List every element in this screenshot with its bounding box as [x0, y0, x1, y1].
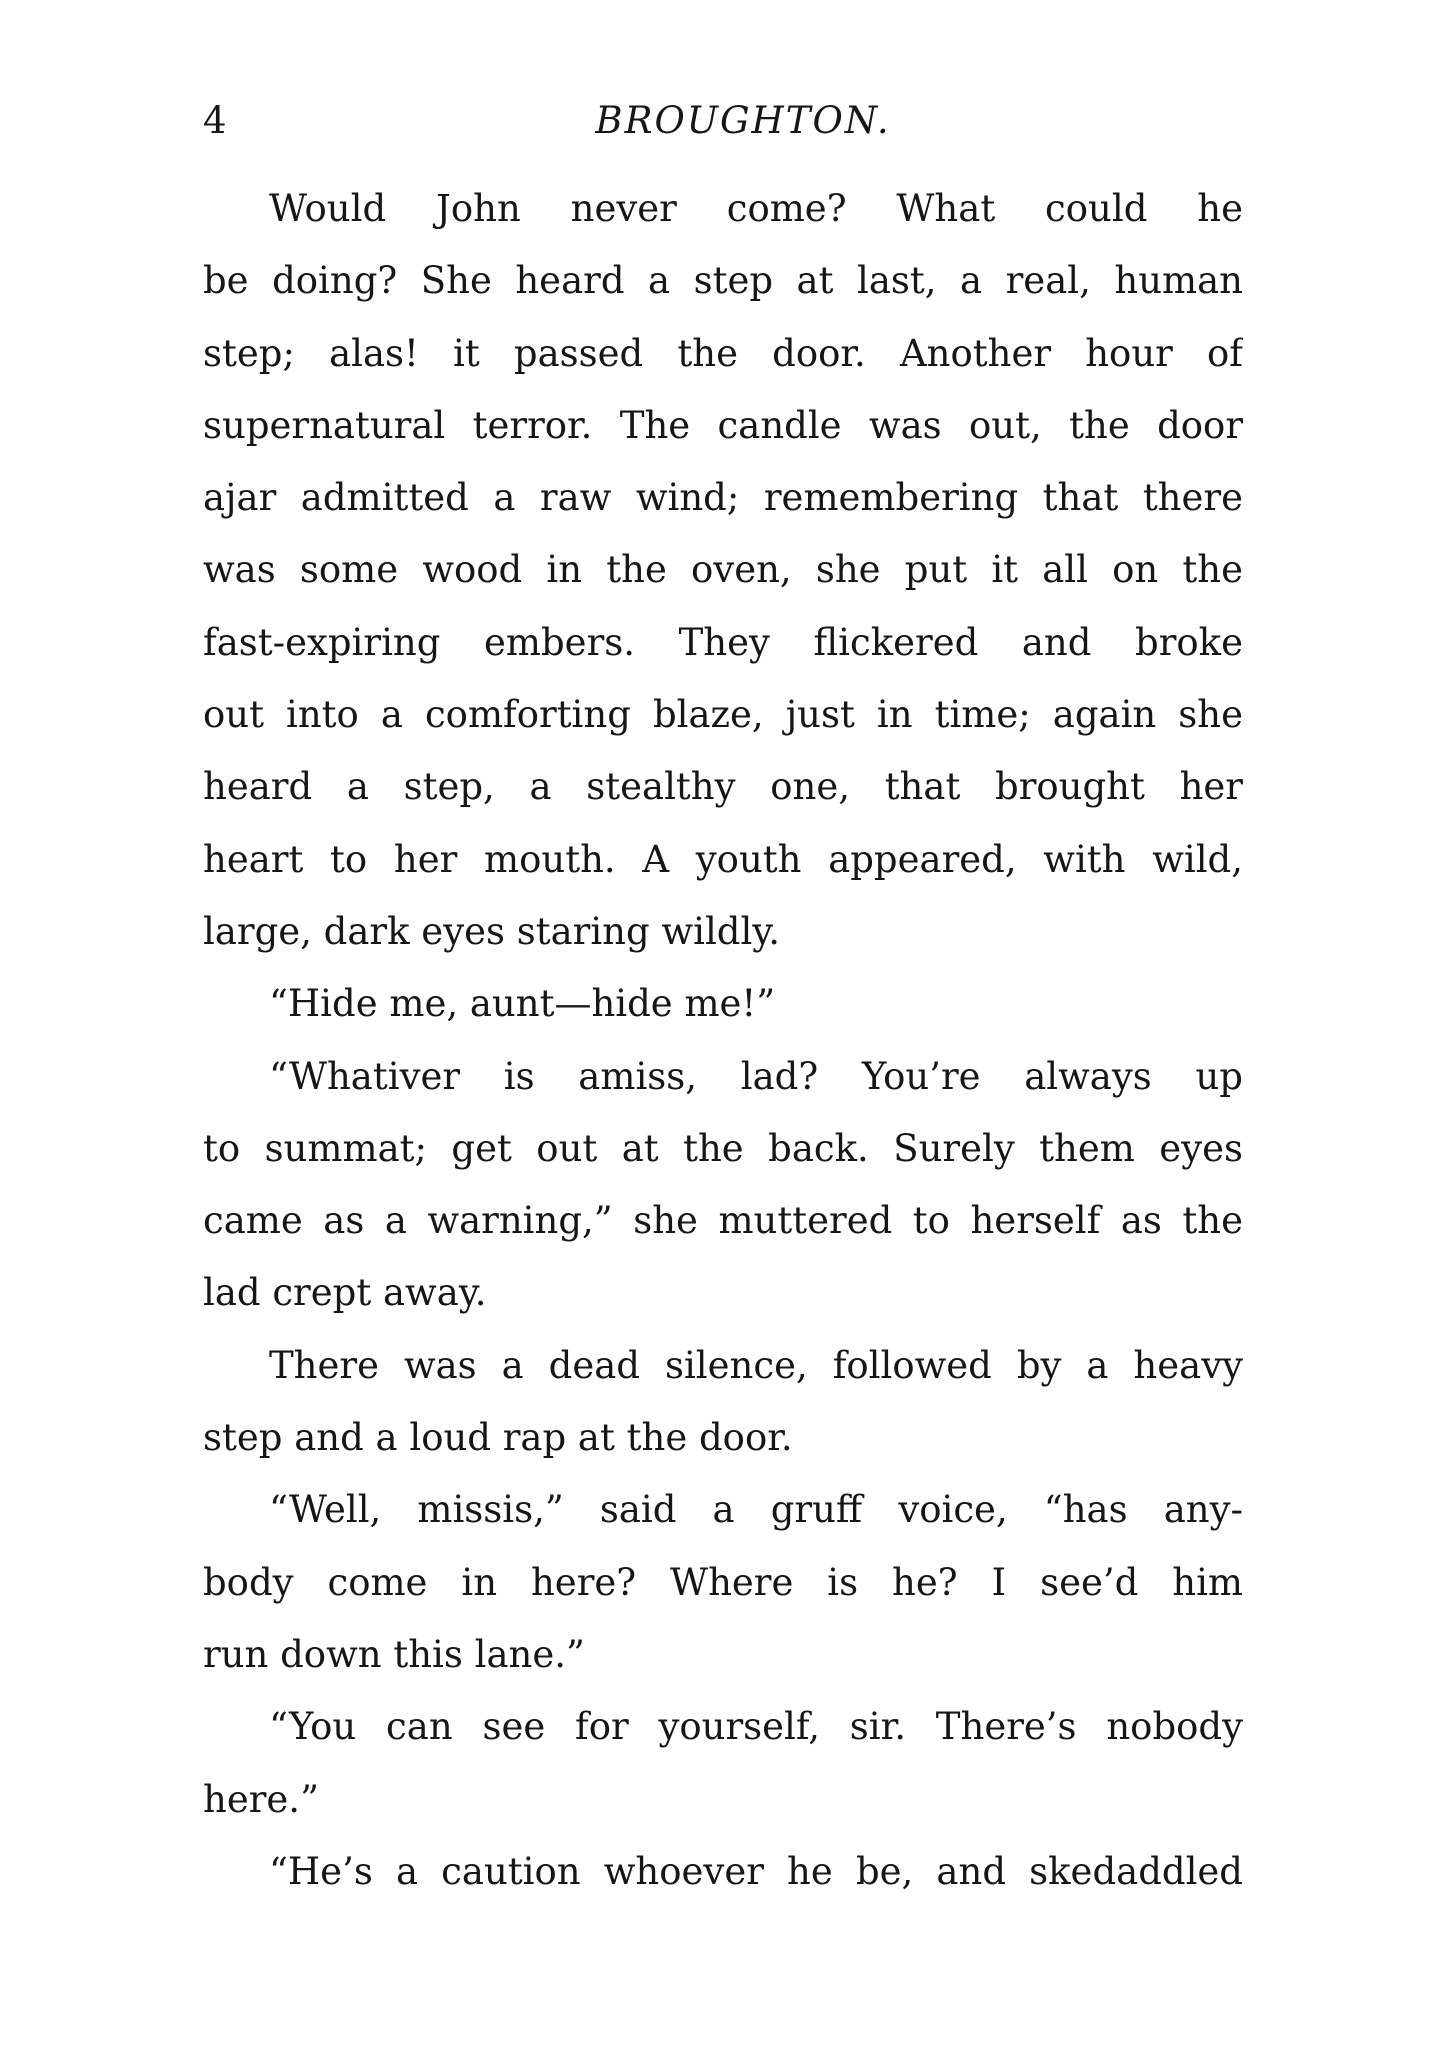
text-line: lad crept away. [203, 1271, 487, 1315]
text-line: came as a warning,” she muttered to herself as the [203, 1199, 1243, 1243]
text-line: out into a comforting blaze, just in time; again she [203, 693, 1243, 737]
body-text [203, 173, 1243, 1908]
text-line: was some wood in the oven, she put it all on the [203, 548, 1243, 592]
text-line: heart to her mouth. A youth appeared, with wild, [203, 837, 1243, 881]
text-line: be doing? She heard a step at last, a real, human [203, 259, 1243, 303]
text-line: step and a loud rap at the door. [203, 1416, 793, 1460]
text-line: “He’s a caution whoever he be, and skedaddled [269, 1849, 1243, 1893]
text-line: Would John never come? What could he [269, 187, 1243, 230]
text-line: “Well, missis,” said a gruff voice, “has any- [269, 1488, 1243, 1532]
text-line: “You can see for yourself, sir. There’s nobody [269, 1705, 1243, 1749]
running-head [203, 96, 1243, 146]
running-title: BROUGHTON. [595, 99, 891, 142]
text-line: to summat; get out at the back. Surely them eyes [203, 1126, 1243, 1170]
text-line: supernatural terror. The candle was out, the door [203, 403, 1243, 447]
text-line: heard a step, a stealthy one, that brought her [203, 765, 1243, 809]
text-line: large, dark eyes staring wildly. [203, 909, 781, 953]
text-line: body come in here? Where is he? I see’d him [203, 1560, 1243, 1604]
text-line: There was a dead silence, followed by a heavy [269, 1343, 1243, 1387]
text-line: “Hide me, aunt—hide me!” [269, 982, 776, 1026]
text-line: ajar admitted a raw wind; remembering that there [203, 476, 1243, 520]
text-line: “Whativer is amiss, lad? You’re always up [269, 1054, 1243, 1098]
text-line: here.” [203, 1777, 319, 1821]
page-number: 4 [203, 99, 227, 142]
text-line: run down this lane.” [203, 1632, 585, 1676]
text-line: step; alas! it passed the door. Another hour of [203, 331, 1243, 375]
text-line: fast-expiring embers. They flickered and broke [203, 620, 1243, 664]
